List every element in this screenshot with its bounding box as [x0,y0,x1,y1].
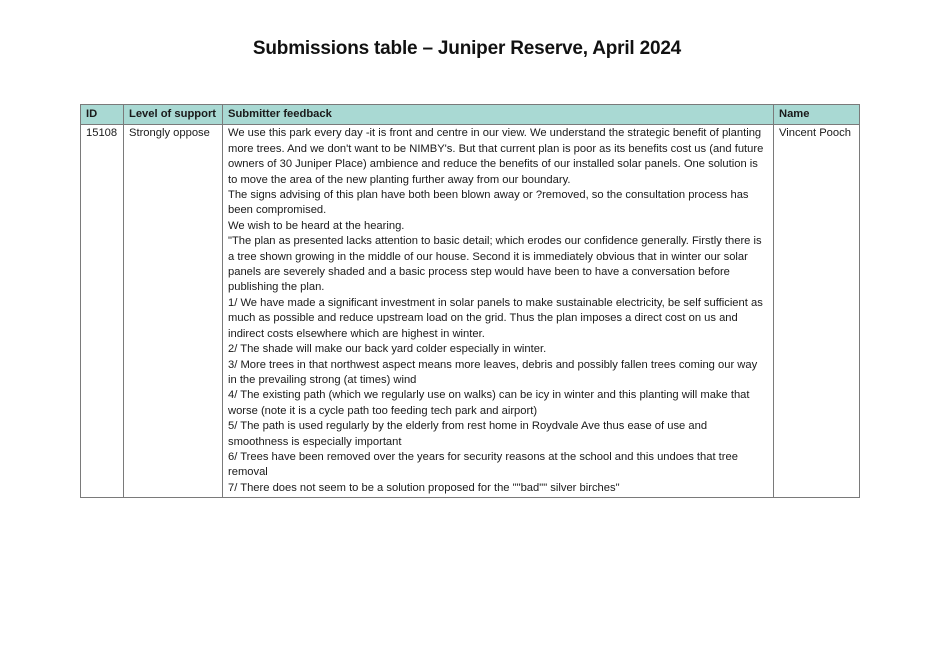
table-header-row [81,105,860,125]
submissions-table [80,104,860,498]
feedback-paragraph: "The plan as presented lacks attention to basic detail; which erodes our confidence generally. Firstly there is a tree shown growing in the middle of our house. Second it is immediately obvious that in winter our solar panels are severely shaded and a basic process step would have been to have a conversation before publishing the plan. [228,235,762,294]
header-submitter-feedback: Submitter feedback [223,105,774,125]
cell-level-of-support: Strongly oppose [124,125,223,498]
feedback-paragraph: 3/ More trees in that northwest aspect means more leaves, debris and possibly fallen trees coming our way in the prevailing strong (at times) wind [228,358,758,386]
feedback-paragraph: 6/ Trees have been removed over the years for security reasons at the school and this undoes that tree removal [228,450,738,479]
header-level-of-support: Level of support [124,105,223,125]
feedback-paragraph: 4/ The existing path (which we regularly use on walks) can be icy in winter and this planting will make that worse (note it is a cycle path too feeding tech park and airport) [228,389,750,417]
feedback-paragraph: 1/ We have made a significant investment in solar panels to make sustainable electricity, be self sufficient as much as possible and reduce upstream load on the grid. Thus the plan imposes a direct cost on us and indirect costs elsewhere which are highest in winter. [228,296,763,340]
feedback-paragraph: 5/ The path is used regularly by the elderly from rest home in Roydvale Ave thus ease of use and smoothness is especially important [228,420,708,448]
cell-name: Vincent Pooch [774,125,860,498]
cell-id: 15108 [81,125,124,498]
table-row [81,125,860,498]
feedback-paragraph: We wish to be heard at the hearing. [228,219,405,232]
header-name: Name [774,105,860,125]
page-title: Submissions table – Juniper Reserve, April 2024 [252,38,682,59]
feedback-paragraph: 2/ The shade will make our back yard colder especially in winter. [228,343,547,356]
feedback-paragraph: The signs advising of this plan have both been blown away or ?removed, so the consultation process has been compromised. [228,189,749,217]
cell-submitter-feedback [223,125,774,498]
feedback-paragraph: We use this park every day -it is front and centre in our view. We understand the strategic benefit of planting more trees. And we don't want to be NIMBY's. But that current plan is poor as its benefits cost us (and future owners of 30 Juniper Place) ambience and reduce the benefits of our installed solar panels. One solution is to move the area of the new planting further away from our boundary. [228,127,764,186]
feedback-paragraph: 7/ There does not seem to be a solution proposed for the ""bad"" silver birches" [228,481,620,494]
header-id: ID [81,105,124,125]
